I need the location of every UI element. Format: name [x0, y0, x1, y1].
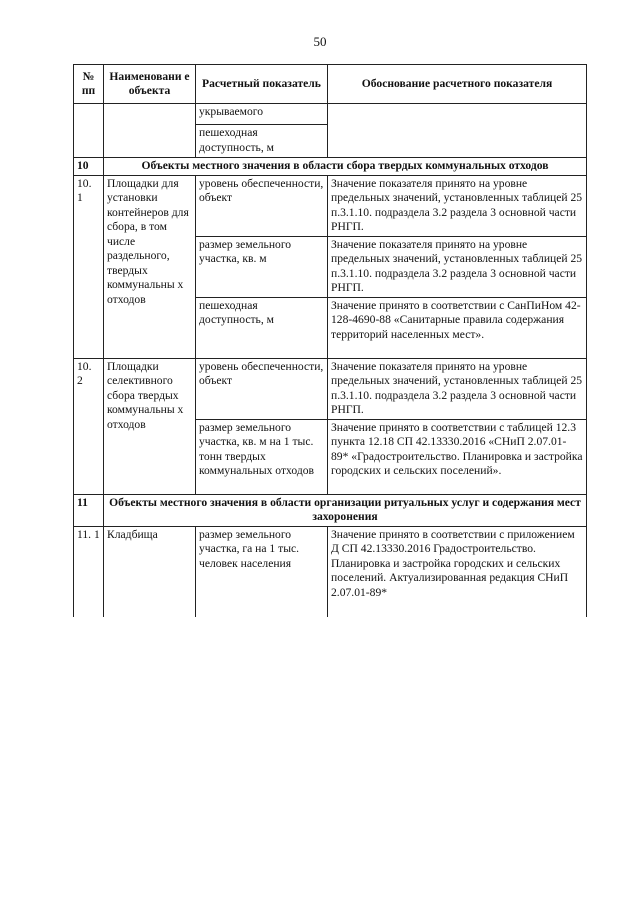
cell-basis: Значение принято в соответствии с СанПиНом 42-128-4690-88 «Санитарные правила содержания территорий населенных мест». [328, 297, 587, 358]
cell-name: Площадки селективного сбора твердых коммунальны х отходов [104, 358, 196, 494]
section-title: Объекты местного значения в области сбора твердых коммунальных отходов [104, 158, 587, 176]
standards-table [73, 64, 587, 617]
header-indicator: Расчетный показатель [196, 65, 328, 104]
section-row-11 [74, 494, 587, 526]
header-name: Наименовани е объекта [104, 65, 196, 104]
cell-basis: Значение показателя принято на уровне предельных значений, установленных таблицей 25 п.3.1.10. подраздела 3.2 раздела 3 основной части РНГП. [328, 358, 587, 419]
cell-basis: Значение показателя принято на уровне предельных значений, установленных таблицей 25 п.3.1.10. подраздела 3.2 раздела 3 основной части РНГП. [328, 175, 587, 236]
cell-indicator: укрываемого [196, 104, 328, 125]
table-row [74, 104, 587, 125]
table-header-row [74, 65, 587, 104]
cell-indicator: размер земельного участка, кв. м на 1 тыс. тонн твердых коммунальных отходов [196, 419, 328, 494]
header-basis: Обоснование расчетного показателя [328, 65, 587, 104]
cell-basis: Значение принято в соответствии с приложением Д СП 42.13330.2016 Градостроительство. Планировка и застройка городских и сельских поселений. Актуализированная редакция СНиП 2.07.01-89* [328, 526, 587, 617]
cell-num [74, 104, 104, 158]
cell-num: 10. 1 [74, 175, 104, 358]
table-row [74, 358, 587, 419]
cell-indicator: уровень обеспеченности, объект [196, 175, 328, 236]
cell-indicator: размер земельного участка, га на 1 тыс. человек населения [196, 526, 328, 617]
section-row-10 [74, 158, 587, 176]
cell-indicator: размер земельного участка, кв. м [196, 236, 328, 297]
section-num: 10 [74, 158, 104, 176]
table-row [74, 526, 587, 617]
cell-basis: Значение показателя принято на уровне предельных значений, установленных таблицей 25 п.3.1.10. подраздела 3.2 раздела 3 основной части РНГП. [328, 236, 587, 297]
cell-basis: Значение принято в соответствии с таблицей 12.3 пункта 12.18 СП 42.13330.2016 «СНиП 2.07.01-89* «Градостроительство. Планировка и застройка городских и сельских поселений». [328, 419, 587, 494]
cell-indicator: пешеходная доступность, м [196, 297, 328, 358]
section-title: Объекты местного значения в области организации ритуальных услуг и содержания мест захоронения [104, 494, 587, 526]
table-row [74, 175, 587, 236]
cell-name: Кладбища [104, 526, 196, 617]
page-number: 50 [313, 34, 327, 49]
cell-basis [328, 104, 587, 158]
cell-num: 10. 2 [74, 358, 104, 494]
cell-name [104, 104, 196, 158]
cell-indicator: уровень обеспеченности, объект [196, 358, 328, 419]
cell-num: 11. 1 [74, 526, 104, 617]
cell-indicator: пешеходная доступность, м [196, 125, 328, 158]
section-num: 11 [74, 494, 104, 526]
cell-name: Площадки для установки контейнеров для сбора, в том числе раздельного, твердых коммунальны х отходов [104, 175, 196, 358]
header-num: № пп [74, 65, 104, 104]
